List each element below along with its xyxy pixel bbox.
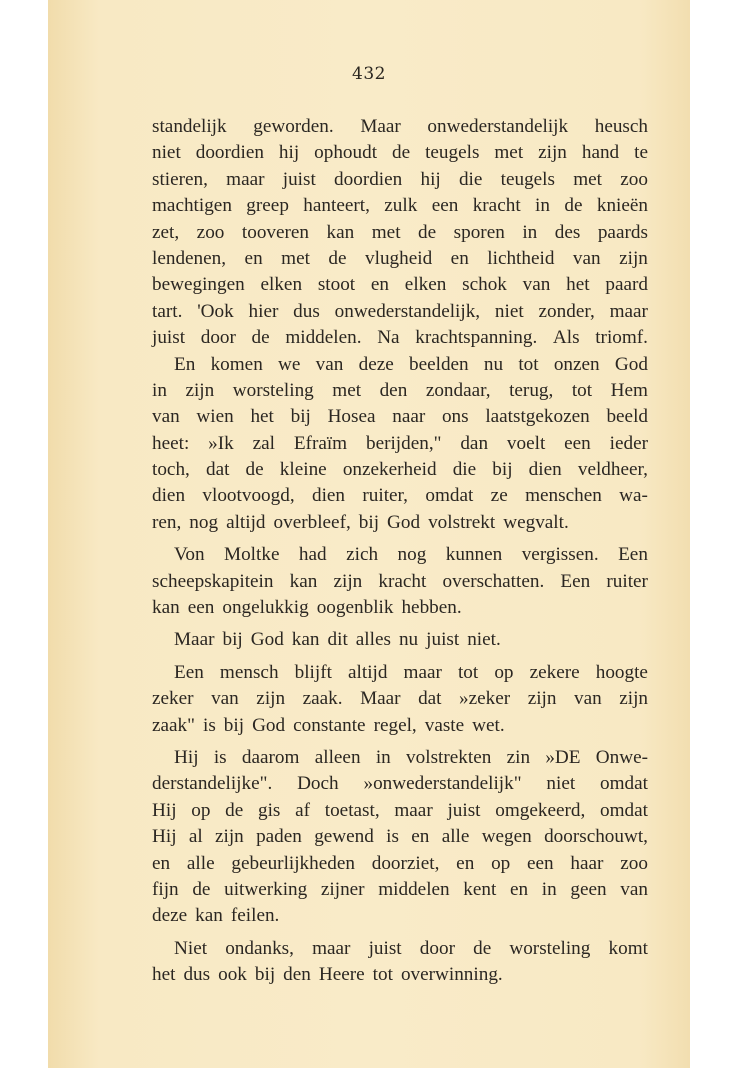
text-line: en alle gebeurlijkheden doorziet, en op een haar zoo <box>152 852 648 874</box>
page-number: 432 <box>352 64 386 84</box>
text-line: ren, nog altijd overbleef, bij God volstrekt wegvalt. <box>152 511 569 533</box>
text-line: standelijk geworden. Maar onwederstandelijk heusch <box>152 116 648 137</box>
text-line: Hij al zijn paden gewend is en alle wegen doorschouwt, <box>152 826 648 848</box>
text-line: heet: »Ik zal Efraïm berijden," dan voelt een ieder <box>152 432 648 454</box>
text-line: van wien het bij Hosea naar ons laatstgekozen beeld <box>152 406 648 428</box>
text-line: in zijn worsteling met den zondaar, terug, tot Hem <box>152 379 648 401</box>
text-line: tart. 'Ook hier dus onwederstandelijk, niet zonder, maar <box>152 300 648 322</box>
text-line: zet, zoo tooveren kan met de sporen in des paards <box>152 221 648 243</box>
text-line: derstandelijke". Doch »onwederstandelijk" niet omdat <box>152 773 648 795</box>
text-line: dien vlootvoogd, dien ruiter, omdat ze menschen wa- <box>152 485 648 507</box>
text-line: En komen we van deze beelden nu tot onzen God <box>174 353 648 375</box>
text-line: machtigen greep hanteert, zulk een kracht in de knieën <box>152 195 648 217</box>
text-line: Hij op de gis af toetast, maar juist omgekeerd, omdat <box>152 799 648 821</box>
text-line: toch, dat de kleine onzekerheid die bij dien veldheer, <box>152 459 648 481</box>
text-line: Von Moltke had zich nog kunnen vergissen. Een <box>174 544 648 566</box>
text-line: scheepskapitein kan zijn kracht overschatten. Een ruiter <box>152 570 648 592</box>
book-page <box>48 0 690 1068</box>
text-line: zeker van zijn zaak. Maar dat »zeker zijn van zijn <box>152 688 648 710</box>
text-line: Hij is daarom alleen in volstrekten zin »DE Onwe- <box>174 746 648 768</box>
text-line: Niet ondanks, maar juist door de worsteling komt <box>174 937 648 959</box>
text-line: Maar bij God kan dit alles nu juist niet. <box>174 629 501 651</box>
body-text <box>152 114 648 989</box>
text-line: Een mensch blijft altijd maar tot op zekere hoogte <box>174 661 648 683</box>
text-line: niet doordien hij ophoudt de teugels met zijn hand te <box>152 142 648 164</box>
text-line: stieren, maar juist doordien hij die teugels met zoo <box>152 168 648 190</box>
text-line: lendenen, en met de vlugheid en lichtheid van zijn <box>152 247 648 269</box>
text-line: fijn de uitwerking zijner middelen kent en in geen van <box>152 878 648 900</box>
text-line: bewegingen elken stoot en elken schok van het paard <box>152 274 648 296</box>
text-line: het dus ook bij den Heere tot overwinning. <box>152 964 503 986</box>
text-line: zaak" is bij God constante regel, vaste wet. <box>152 714 505 736</box>
text-line: kan een ongelukkig oogenblik hebben. <box>152 597 462 619</box>
text-line: juist door de middelen. Na krachtspanning. Als triomf. <box>152 327 648 349</box>
text-line: deze kan feilen. <box>152 905 280 927</box>
